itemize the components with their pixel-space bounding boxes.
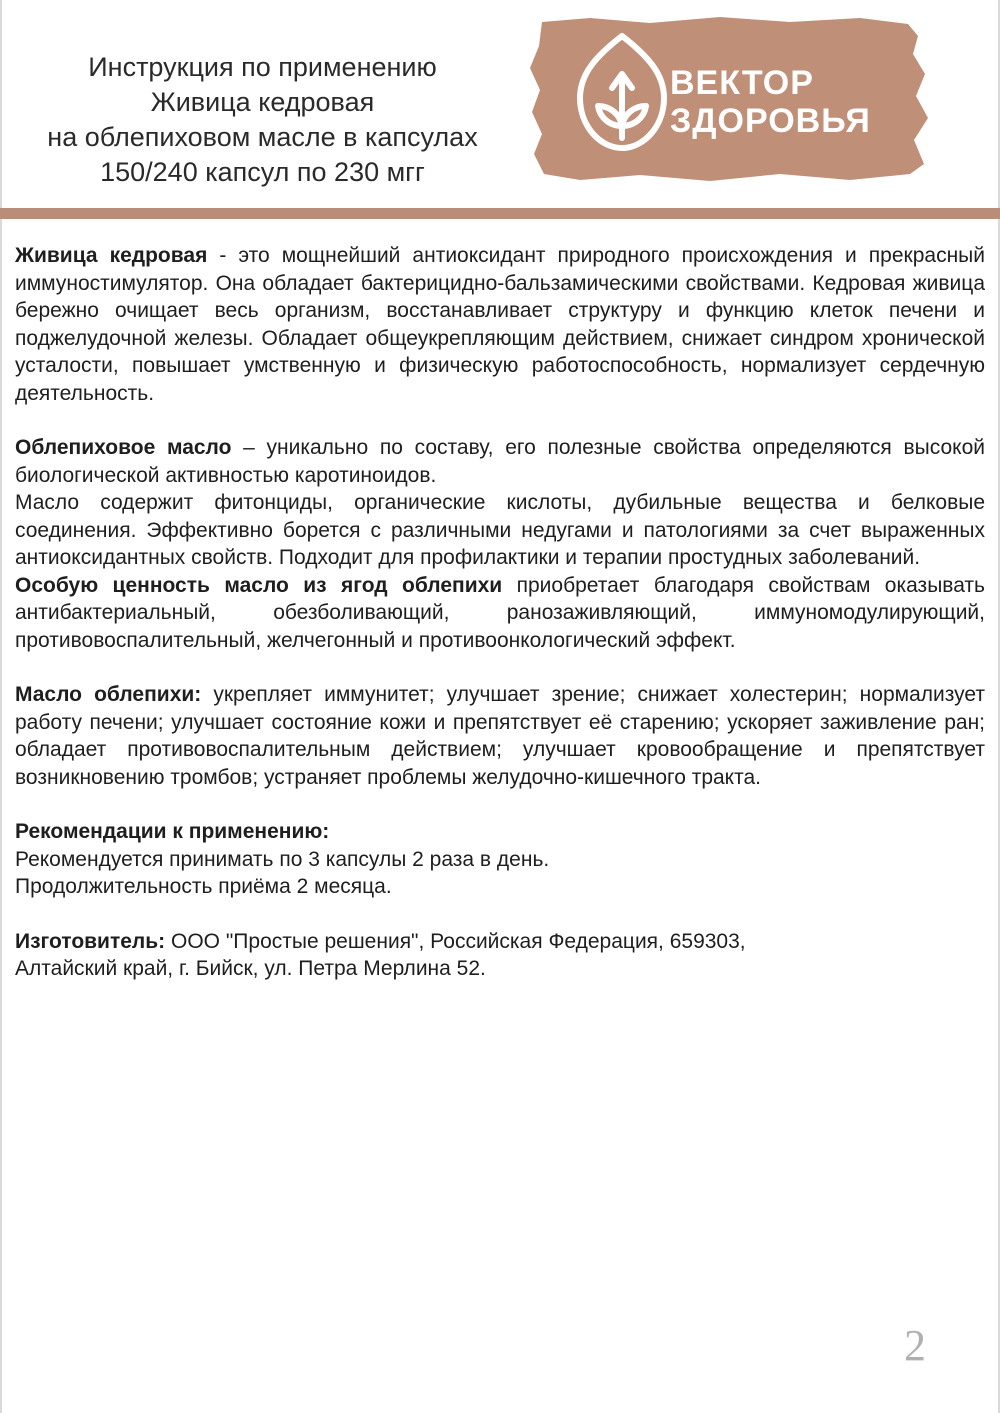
page-number: 2	[904, 1321, 926, 1370]
recommendations-heading	[15, 818, 985, 846]
logo-line-2: ЗДОРОВЬЯ	[670, 102, 871, 140]
paragraph-resin	[15, 242, 985, 407]
brand-logo	[530, 14, 930, 184]
recommendations-title: Рекомендации к применению:	[15, 820, 330, 843]
paragraph-oil-contents: Масло содержит фитонциды, органические кислоты, дубильные вещества и белковые соединения. Эффективно борется с различными недугами и патологиями за счет выраженных антиоксидантных свойств. Подходит для профилактики и терапии простудных заболеваний.	[15, 491, 985, 569]
header-line-1: Инструкция по применению	[88, 52, 437, 82]
term-oil-value: Особую ценность масло из ягод облепихи	[15, 573, 503, 597]
manufacturer-line-1	[15, 928, 985, 956]
header-divider	[0, 208, 1000, 219]
header-line-2: Живица кедровая	[150, 87, 375, 117]
term-resin: Живица кедровая	[15, 244, 208, 267]
paragraph-oil	[15, 434, 985, 489]
text-oil-value: приобретает благодаря свойствам оказывать антибактериальный, обезболивающий, ранозаживляющий, иммуномодулирующий, противовоспалительный, желчегонный и противоонкологический эффект.	[15, 573, 985, 652]
text-oil: – уникально по составу, его полезные свойства определяются высокой биологической активностью каротиноидов.	[15, 436, 985, 487]
text-oil-benefits: укрепляет иммунитет; улучшает зрение; снижает холестерин; нормализует работу печени; улучшает состояние кожи и препятствует её старению; ускоряет заживление ран; обладает противовоспалительным действием; улучшает кровообращение и препятствует возникновению тромбов; устраняет проблемы желудочно-кишечного тракта.	[15, 683, 985, 789]
header-line-4: 150/240 капсул по 230 мгг	[100, 157, 425, 187]
paragraph-oil-benefits	[15, 681, 985, 791]
term-oil-benefits: Масло облепихи:	[15, 683, 202, 706]
manufacturer-name: ООО "Простые решения", Российская Федерация, 659303,	[165, 929, 746, 953]
text-resin: - это мощнейший антиоксидант природного происхождения и прекрасный иммуностимулятор. Она обладает бактерицидно-бальзамическими свойствами. Кедровая живица бережно очищает весь организм, восстанавливает структуру и функцию клеток печени и поджелудочной железы. Обладает общеукрепляющим действием, снижает синдром хронической усталости, повышает умственную и физическую работоспособность, нормализует сердечную деятельность.	[15, 244, 985, 405]
term-oil: Облепиховое масло	[15, 436, 232, 459]
logo-text	[670, 64, 871, 140]
recommendation-dosage: Рекомендуется принимать по 3 капсулы 2 раза в день.	[15, 847, 550, 871]
header-title	[15, 50, 510, 190]
manufacturer-address: Алтайский край, г. Бийск, ул. Петра Мерлина 52.	[15, 957, 486, 980]
logo-line-1: ВЕКТОР	[670, 64, 814, 102]
header-line-3: на облепиховом масле в капсулах	[47, 122, 478, 152]
recommendation-duration: Продолжительность приёма 2 месяца.	[15, 875, 392, 898]
manufacturer-label: Изготовитель:	[15, 929, 166, 953]
paragraph-oil-value	[15, 572, 985, 655]
document-body	[15, 242, 985, 983]
